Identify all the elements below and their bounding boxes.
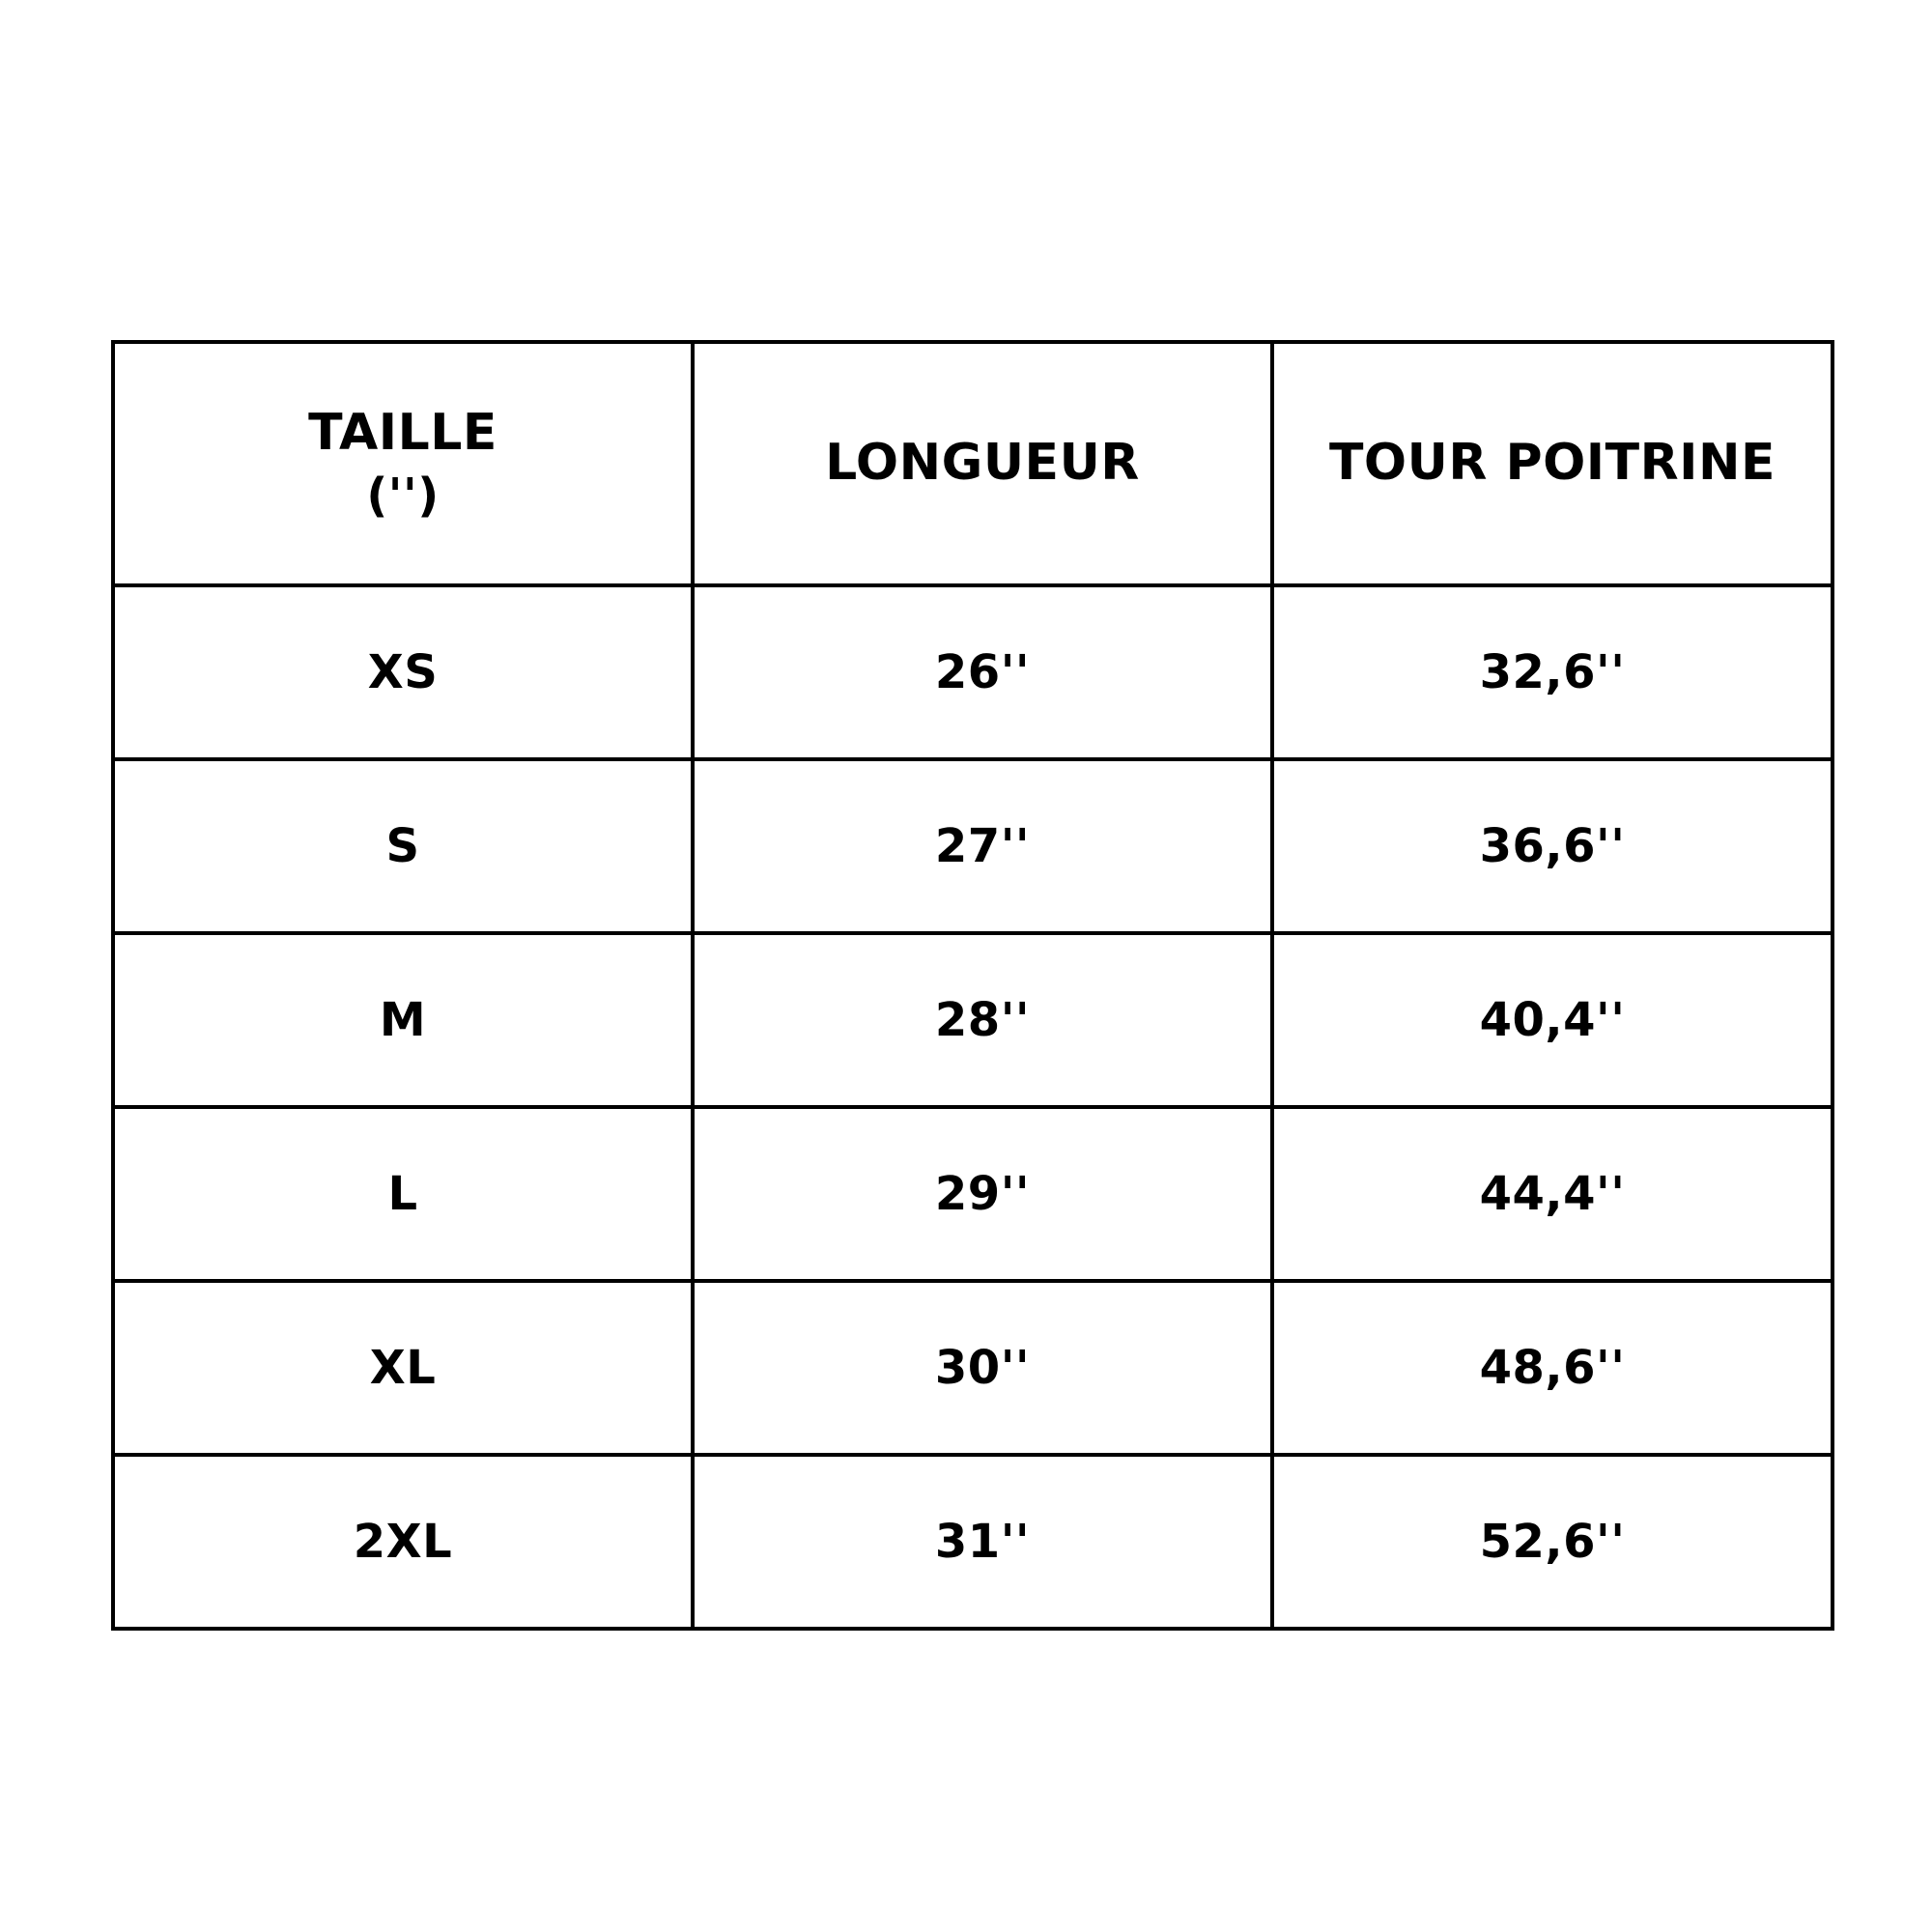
cell-size: 2XL — [113, 1455, 693, 1629]
table-row — [113, 1455, 1833, 1629]
cell-size: L — [113, 1107, 693, 1281]
table-row — [113, 1107, 1833, 1281]
cell-chest: 48,6'' — [1272, 1281, 1833, 1455]
cell-size: XL — [113, 1281, 693, 1455]
table-row — [113, 933, 1833, 1107]
cell-chest: 44,4'' — [1272, 1107, 1833, 1281]
cell-size: M — [113, 933, 693, 1107]
column-header-size — [113, 342, 693, 585]
column-header-chest: TOUR POITRINE — [1272, 342, 1833, 585]
size-chart-table — [111, 340, 1834, 1631]
cell-length: 27'' — [693, 759, 1272, 933]
cell-length: 29'' — [693, 1107, 1272, 1281]
cell-chest: 52,6'' — [1272, 1455, 1833, 1629]
cell-length: 28'' — [693, 933, 1272, 1107]
table-row — [113, 759, 1833, 933]
column-header-length: LONGUEUR — [693, 342, 1272, 585]
cell-length: 26'' — [693, 585, 1272, 759]
size-chart-table-wrapper — [111, 340, 1831, 1631]
cell-size: XS — [113, 585, 693, 759]
cell-chest: 40,4'' — [1272, 933, 1833, 1107]
table-row — [113, 1281, 1833, 1455]
cell-length: 30'' — [693, 1281, 1272, 1455]
cell-size: S — [113, 759, 693, 933]
cell-length: 31'' — [693, 1455, 1272, 1629]
cell-chest: 32,6'' — [1272, 585, 1833, 759]
table-header — [113, 342, 1833, 585]
column-header-size-label: TAILLE — [308, 404, 497, 462]
table-body — [113, 585, 1833, 1629]
column-header-size-unit: ('') — [366, 469, 440, 524]
table-header-row — [113, 342, 1833, 585]
table-row — [113, 585, 1833, 759]
cell-chest: 36,6'' — [1272, 759, 1833, 933]
